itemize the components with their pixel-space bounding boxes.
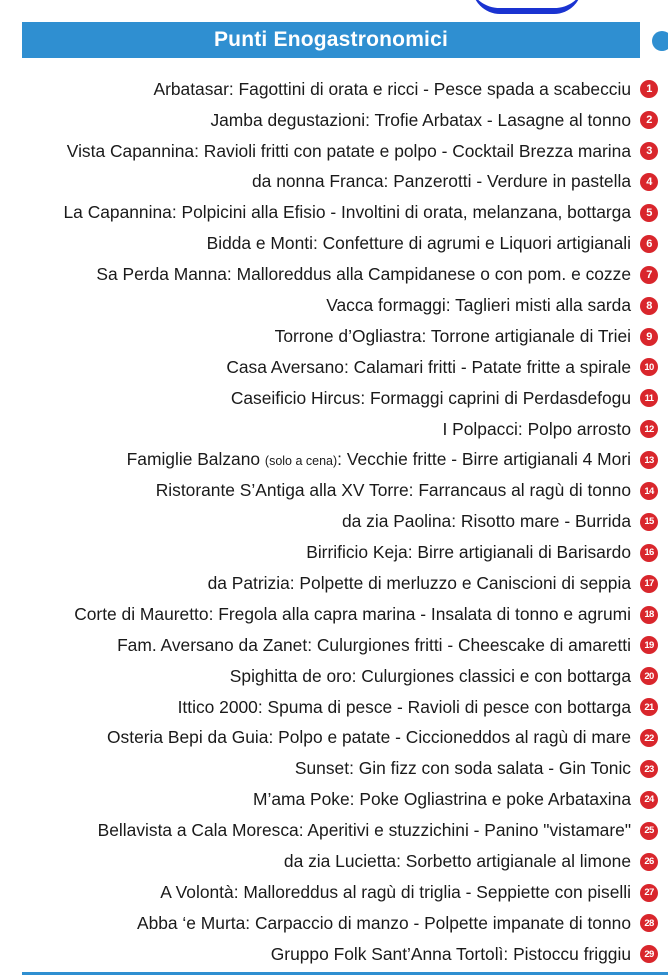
- list-item: [0, 352, 660, 383]
- item-name: Vista Capannina: [66, 140, 195, 161]
- item-description: Polpicini alla Efisio - Involtini di orata, melanzana, bottarga: [181, 202, 631, 223]
- list-item: [0, 74, 660, 105]
- item-text: Ittico 2000: Spuma di pesce - Ravioli di pesce con bottarga: [177, 696, 631, 717]
- item-name: Bidda e Monti: [206, 233, 313, 254]
- item-name: da nonna Franca: [252, 171, 384, 192]
- item-note: (solo a cena): [264, 454, 338, 469]
- item-text: Gruppo Folk Sant’Anna Tortolì: Pistoccu friggiu: [270, 943, 631, 964]
- list-item: [0, 228, 660, 259]
- list-item: [0, 198, 660, 229]
- list-item: [0, 476, 660, 507]
- list-item: [0, 445, 660, 476]
- number-badge: 3: [640, 142, 658, 160]
- decorative-dot: [652, 31, 668, 51]
- list-item: [0, 321, 660, 352]
- item-text: Corte di Mauretto: Fregola alla capra marina - Insalata di tonno e agrumi: [74, 603, 631, 624]
- list-item: [0, 167, 660, 198]
- number-badge: 10: [640, 358, 658, 376]
- item-name: Osteria Bepi da Guia: [107, 727, 269, 748]
- item-description: Gin fizz con soda salata - Gin Tonic: [358, 758, 631, 779]
- number-badge: 5: [640, 204, 658, 222]
- item-description: Polpette di merluzzo e Caniscioni di seppia: [299, 572, 631, 593]
- list-item: [0, 568, 660, 599]
- number-badge: 1: [640, 80, 658, 98]
- item-description: Carpaccio di manzo - Polpette impanate di tonno: [254, 912, 631, 933]
- item-description: Sorbetto artigianale al limone: [405, 851, 631, 871]
- item-description: Malloreddus alla Campidanese o con pom. e cozze: [236, 264, 631, 285]
- item-name: I Polpacci: [442, 418, 518, 439]
- number-badge: 21: [640, 698, 658, 716]
- item-description: Panzerotti - Verdure in pastella: [393, 171, 631, 192]
- item-text: Spighitta de oro: Culurgiones classici e con bottarga: [229, 665, 631, 686]
- item-name: Jamba degustazioni: [210, 109, 366, 130]
- item-description: Fagottini di orata e ricci - Pesce spada a scabecciu: [238, 78, 631, 99]
- item-name: Ittico 2000: [177, 696, 258, 717]
- item-description: Culurgiones fritti - Cheescake di amaretti: [316, 634, 631, 655]
- item-name: Spighitta de oro: [229, 665, 352, 686]
- number-badge: 13: [640, 451, 658, 469]
- item-description: Fregola alla capra marina - Insalata di tonno e agrumi: [218, 603, 631, 624]
- item-text: Caseificio Hircus: Formaggi caprini di Perdasdefogu: [230, 387, 631, 408]
- list-item: [0, 754, 660, 785]
- item-text: Sunset: Gin fizz con soda salata - Gin Tonic: [294, 758, 631, 779]
- item-name: Ristorante S’Antiga alla XV Torre: [155, 480, 409, 501]
- item-description: Confetture di agrumi e Liquori artigianali: [322, 233, 631, 254]
- item-description: Culurgiones classici e con bottarga: [361, 665, 631, 686]
- list-item: [0, 537, 660, 568]
- item-name: Torrone d’Ogliastra: [274, 325, 422, 346]
- item-name: M’ama Poke: [253, 789, 350, 810]
- number-badge: 20: [640, 667, 658, 685]
- number-badge: 18: [640, 606, 658, 624]
- number-badge: 11: [640, 389, 658, 407]
- number-badge: 14: [640, 482, 658, 500]
- number-badge: 4: [640, 173, 658, 191]
- item-description: Vecchie fritte - Birre artigianali 4 Mori: [346, 449, 631, 470]
- list-item: [0, 908, 660, 939]
- list-item: [0, 105, 660, 136]
- item-name: Casa Aversano: [226, 356, 344, 377]
- item-name: Fam. Aversano da Zanet: [117, 634, 308, 655]
- number-badge: 19: [640, 636, 658, 654]
- item-name: da zia Lucietta: [283, 851, 397, 871]
- item-text: da Patrizia: Polpette di merluzzo e Caniscioni di seppia: [207, 572, 631, 593]
- item-text: Casa Aversano: Calamari fritti - Patate fritte a spirale: [226, 356, 631, 377]
- item-text: da zia Lucietta: Sorbetto artigianale al limone: [283, 851, 631, 871]
- list-item: [0, 414, 660, 445]
- item-text: Vacca formaggi: Taglieri misti alla sarda: [326, 294, 631, 315]
- number-badge: 16: [640, 544, 658, 562]
- number-badge: 23: [640, 760, 658, 778]
- list-item: [0, 661, 660, 692]
- number-badge: 15: [640, 513, 658, 531]
- item-name: Sa Perda Manna: [96, 264, 227, 285]
- item-description: Poke Ogliastrina e poke Arbataxina: [359, 789, 631, 810]
- list-item: [0, 599, 660, 630]
- item-text: Fam. Aversano da Zanet: Culurgiones fritti - Cheescake di amaretti: [117, 634, 631, 655]
- item-name: Birrificio Keja: [306, 542, 408, 563]
- list-item: [0, 723, 660, 754]
- item-name: A Volontà: [160, 881, 234, 902]
- section-header: [22, 22, 640, 58]
- item-name: Caseificio Hircus: [230, 387, 361, 408]
- bottom-divider: [22, 972, 668, 975]
- item-text: da nonna Franca: Panzerotti - Verdure in pastella: [252, 171, 631, 192]
- item-text: Bellavista a Cala Moresca: Aperitivi e stuzzichini - Panino "vistamare": [97, 820, 631, 841]
- item-text: Arbatasar: Fagottini di orata e ricci - Pesce spada a scabecciu: [153, 78, 631, 99]
- item-text: M’ama Poke: Poke Ogliastrina e poke Arbataxina: [253, 789, 631, 810]
- item-text: Famiglie Balzano (solo a cena): Vecchie fritte - Birre artigianali 4 Mori: [126, 449, 631, 470]
- item-name: da zia Paolina: [341, 511, 452, 532]
- number-badge: 2: [640, 111, 658, 129]
- number-badge: 12: [640, 420, 658, 438]
- list-item: [0, 939, 660, 970]
- item-name: La Capannina: [63, 202, 172, 223]
- item-description: Trofie Arbatax - Lasagne al tonno: [374, 109, 631, 130]
- section-title: Punti Enogastronomici: [213, 28, 449, 51]
- item-text: Jamba degustazioni: Trofie Arbatax - Lasagne al tonno: [210, 109, 631, 130]
- item-name: da Patrizia: [207, 572, 290, 593]
- item-text: Abba ‘e Murta: Carpaccio di manzo - Polpette impanate di tonno: [136, 912, 631, 933]
- number-badge: 17: [640, 575, 658, 593]
- item-text: A Volontà: Malloreddus al ragù di triglia - Seppiette con piselli: [160, 881, 631, 902]
- item-description: Spuma di pesce - Ravioli di pesce con bottarga: [267, 696, 631, 717]
- item-description: Aperitivi e stuzzichini - Panino "vistamare": [307, 820, 631, 841]
- list-item: [0, 815, 660, 846]
- item-description: Polpo e patate - Ciccioneddos al ragù di mare: [278, 727, 631, 748]
- list-item: [0, 692, 660, 723]
- list-item: [0, 290, 660, 321]
- item-name: Abba ‘e Murta: [136, 912, 246, 933]
- list-item: [0, 259, 660, 290]
- item-text: Birrificio Keja: Birre artigianali di Barisardo: [306, 542, 631, 563]
- item-description: Birre artigianali di Barisardo: [417, 542, 631, 563]
- number-badge: 8: [640, 297, 658, 315]
- item-name: Sunset: [294, 758, 350, 779]
- item-description: Malloreddus al ragù di triglia - Seppiette con piselli: [243, 881, 631, 902]
- item-description: Formaggi caprini di Perdasdefogu: [369, 387, 631, 408]
- item-description: Ravioli fritti con patate e polpo - Cocktail Brezza marina: [203, 140, 631, 161]
- number-badge: 24: [640, 791, 658, 809]
- list-item: [0, 506, 660, 537]
- item-name: Gruppo Folk Sant’Anna Tortolì: [270, 943, 504, 964]
- number-badge: 29: [640, 945, 658, 963]
- item-text: da zia Paolina: Risotto mare - Burrida: [341, 511, 631, 532]
- item-text: I Polpacci: Polpo arrosto: [442, 418, 631, 439]
- item-name: Vacca formaggi: [326, 294, 446, 315]
- top-decorative-swoosh: [472, 0, 582, 14]
- item-text: Bidda e Monti: Confetture di agrumi e Liquori artigianali: [206, 233, 631, 254]
- item-name: Corte di Mauretto: [74, 603, 209, 624]
- number-badge: 28: [640, 914, 658, 932]
- item-description: Taglieri misti alla sarda: [455, 294, 631, 315]
- item-description: Polpo arrosto: [527, 418, 631, 439]
- item-name: Arbatasar: [153, 78, 229, 99]
- list-item: [0, 136, 660, 167]
- list-item: [0, 383, 660, 414]
- number-badge: 6: [640, 235, 658, 253]
- list-item: [0, 630, 660, 661]
- number-badge: 25: [640, 822, 658, 840]
- number-badge: 22: [640, 729, 658, 747]
- number-badge: 27: [640, 884, 658, 902]
- number-badge: 26: [640, 853, 658, 871]
- item-name: Famiglie Balzano: [126, 449, 261, 470]
- item-text: Osteria Bepi da Guia: Polpo e patate - Ciccioneddos al ragù di mare: [107, 727, 631, 748]
- list-item: [0, 846, 660, 877]
- list-item: [0, 784, 660, 815]
- food-points-list: [0, 74, 660, 970]
- item-text: Torrone d’Ogliastra: Torrone artigianale di Triei: [274, 325, 631, 346]
- number-badge: 7: [640, 266, 658, 284]
- item-description: Torrone artigianale di Triei: [430, 325, 631, 346]
- item-description: Calamari fritti - Patate fritte a spirale: [353, 356, 631, 377]
- number-badge: 9: [640, 328, 658, 346]
- item-text: Vista Capannina: Ravioli fritti con patate e polpo - Cocktail Brezza marina: [66, 140, 631, 161]
- item-text: Ristorante S’Antiga alla XV Torre: Farrancaus al ragù di tonno: [155, 480, 631, 501]
- list-item: [0, 877, 660, 908]
- item-text: Sa Perda Manna: Malloreddus alla Campidanese o con pom. e cozze: [96, 264, 631, 285]
- item-description: Pistoccu friggiu: [513, 943, 631, 964]
- item-description: Risotto mare - Burrida: [460, 511, 631, 532]
- item-description: Farrancaus al ragù di tonno: [418, 480, 631, 501]
- item-text: La Capannina: Polpicini alla Efisio - Involtini di orata, melanzana, bottarga: [63, 202, 631, 223]
- item-name: Bellavista a Cala Moresca: [97, 820, 299, 841]
